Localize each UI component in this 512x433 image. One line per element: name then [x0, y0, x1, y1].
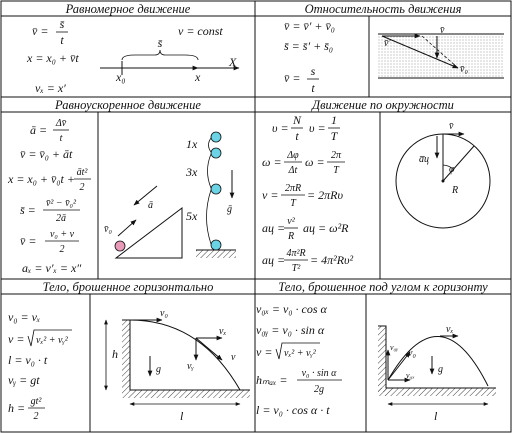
- circ-f1-lhs: υ =: [272, 121, 289, 135]
- relative-f3-lhs: v̄ =: [284, 71, 301, 85]
- uniform-f1-den: t: [60, 33, 64, 47]
- circ-f2b-den: T: [333, 165, 339, 176]
- header-uniform: Равномерное движение: [65, 2, 191, 16]
- accelerated-formulas: [7, 118, 91, 275]
- relative-v: v̄: [440, 25, 445, 36]
- horiz-f3: l = v₀ · t: [8, 353, 48, 367]
- horiz-f5-den: 2: [33, 411, 39, 422]
- accel-f3-lhs: x = x₀ + v̄₀t +: [8, 172, 75, 186]
- angle-v0: v₀: [408, 348, 416, 359]
- uniform-f1-num: s̄: [59, 17, 65, 31]
- circ-a: a̅ц: [419, 154, 429, 165]
- relative-v0: v̄₀: [460, 64, 468, 75]
- incline-diagram: [104, 186, 182, 258]
- accel-d5: 5x: [186, 209, 198, 223]
- circ-f4-num: v²: [287, 216, 295, 227]
- accel-d3: 3x: [186, 165, 198, 179]
- horiz-f4: vᵧ = gt: [8, 373, 40, 387]
- horiz-g: g: [156, 364, 161, 375]
- angle-formulas: [256, 302, 342, 417]
- circ-f3-den: T: [290, 198, 296, 209]
- horiz-h: h: [112, 347, 118, 361]
- relative-f3-den: t: [311, 81, 315, 95]
- angle-g: g: [438, 364, 443, 375]
- relative-v-prime: v̄′: [384, 38, 391, 49]
- circ-f5-den: T²: [291, 263, 301, 274]
- circ-f2-lhs: ω =: [262, 155, 282, 169]
- relative-f2: s̄ = s̄′ + s̄₀: [284, 39, 334, 53]
- circ-f2-num: Δφ: [287, 150, 299, 161]
- circ-v: v̄: [449, 121, 454, 132]
- uniform-diagram: [100, 24, 239, 84]
- horiz-l: l: [180, 409, 184, 423]
- horiz-vx: vₓ: [219, 326, 227, 337]
- accel-f4-lhs: s̄ =: [20, 203, 36, 217]
- horiz-f1: v₀ = vₓ: [8, 310, 41, 324]
- accel-f3-num: āt²: [76, 167, 88, 178]
- angle-l: l: [434, 409, 438, 423]
- header-horizontal: Тело, брошенное горизонтально: [42, 280, 214, 294]
- horiz-f2-lhs: v =: [8, 332, 25, 346]
- accel-f5-lhs: v̄ =: [20, 234, 37, 248]
- circ-phi: φ: [449, 164, 455, 175]
- angle-diagram: [378, 324, 496, 423]
- horizontal-formulas: [8, 310, 72, 422]
- uniform-s-label: s̄: [157, 36, 163, 50]
- circ-f2b-lhs: ω =: [305, 155, 325, 169]
- accel-f4-den: 2ā: [56, 213, 66, 224]
- accel-f1-num: Δv̄: [55, 118, 67, 129]
- angle-v0y: v₀ᵧ: [390, 343, 399, 352]
- brace: [122, 50, 198, 60]
- uniform-x0: x₀: [116, 70, 126, 84]
- uniform-x: x: [195, 70, 201, 84]
- circ-f5-num: 4π²R: [286, 248, 306, 259]
- angle-vx: vₓ: [446, 324, 454, 335]
- circ-f4-den: R: [287, 231, 295, 242]
- circ-R: R: [452, 185, 459, 196]
- accel-f1-lhs: ā =: [30, 123, 48, 137]
- horiz-v0: v₀: [160, 308, 168, 319]
- accel-d1: 1x: [186, 137, 198, 151]
- accel-g-label: ḡ: [227, 204, 232, 215]
- horiz-f2-rad: vₓ² + vᵧ²: [36, 335, 68, 346]
- circ-f1b-den: T: [330, 129, 338, 143]
- circ-f2-den: Δt: [288, 165, 298, 176]
- incline-plane: [116, 208, 182, 258]
- accel-f3-den: 2: [79, 182, 85, 193]
- angle-f1: v₀ₓ = v₀ · cos α: [256, 302, 327, 316]
- horiz-v: v: [231, 352, 236, 363]
- river: [378, 34, 504, 78]
- circ-f1-den: t: [295, 129, 299, 143]
- circular-formulas: [262, 113, 354, 274]
- angle-f2: v₀ᵧ = v₀ · sin α: [256, 323, 325, 337]
- v0-arrow: [118, 220, 136, 236]
- uniform-f1-lhs: v̄ =: [32, 24, 49, 38]
- relative-diagram: [378, 25, 504, 78]
- header-circular: Движение по окружности: [312, 98, 454, 112]
- header-relative: Относительность движения: [304, 2, 462, 16]
- angle-f3-lhs: v =: [256, 345, 273, 359]
- header-accelerated: Равноускоренное движение: [55, 98, 201, 112]
- ball: [115, 241, 125, 251]
- uniform-f3: vₓ = x′: [35, 81, 66, 95]
- relative-formulas: [284, 19, 335, 95]
- accel-f2: v̄ = v̄₀ + āt: [20, 147, 73, 161]
- header-angle: Тело, брошенное под углом к горизонту: [278, 280, 488, 294]
- angle-f3-rad: vₓ² + vᵧ²: [284, 348, 316, 359]
- circ-f1-num: N: [292, 113, 302, 127]
- circ-f2b-num: 2π: [330, 150, 342, 161]
- circ-f3-lhs: v =: [262, 188, 279, 202]
- uniform-f2: x = x₀ + v̄t: [27, 51, 79, 65]
- accel-f4-num: v̄² − v̄₀²: [45, 198, 77, 209]
- circ-f3-rhs: = 2πRυ: [307, 188, 343, 202]
- circ-f4-lhs: aц =: [262, 221, 286, 235]
- circ-f5-lhs: aц =: [262, 253, 286, 267]
- horizontal-diagram: [106, 308, 250, 423]
- angle-f4-num: v₀ · sin α: [301, 368, 337, 379]
- horiz-vy: vᵧ: [187, 361, 194, 372]
- circ-f1b-lhs: υ =: [309, 121, 326, 135]
- accel-v0-label: v̄₀: [104, 224, 112, 235]
- accel-f6: aₓ = v′ₓ = x″: [22, 261, 82, 275]
- circ-f5-rhs: = 4π²Rυ²: [310, 253, 354, 267]
- horiz-f5-lhs: h =: [8, 401, 26, 415]
- relative-f3-num: s: [310, 64, 316, 78]
- angle-f5: l = v₀ · cos α · t: [256, 403, 330, 417]
- free-fall-diagram: [185, 132, 236, 258]
- circ-f4-rhs: aц = ω²R: [303, 221, 349, 235]
- accel-f5-num: v₀ + v: [49, 229, 75, 240]
- horiz-f5-num: gt²: [30, 396, 42, 407]
- accel-f1-den: t: [59, 133, 63, 144]
- circ-f3-num: 2πR: [284, 183, 302, 194]
- angle-v0x: v₀ₓ: [406, 371, 415, 380]
- angle-f4-lhs: hₘₐₓ =: [256, 373, 288, 387]
- angle-f4-den: 2g: [314, 384, 324, 395]
- uniform-const: v = const: [178, 24, 223, 38]
- v-arrow: [196, 338, 222, 360]
- circle-diagram: [396, 121, 490, 228]
- relative-f1: v̄ = v̄′ + v̄₀: [284, 19, 335, 33]
- accel-f5-den: 2: [59, 244, 65, 255]
- circ-f1b-num: 1: [331, 113, 337, 127]
- uniform-formulas: [26, 17, 79, 95]
- a-arrow: [134, 186, 157, 205]
- uniform-axis-X: X: [229, 55, 237, 69]
- accel-a-label: ā: [148, 200, 153, 211]
